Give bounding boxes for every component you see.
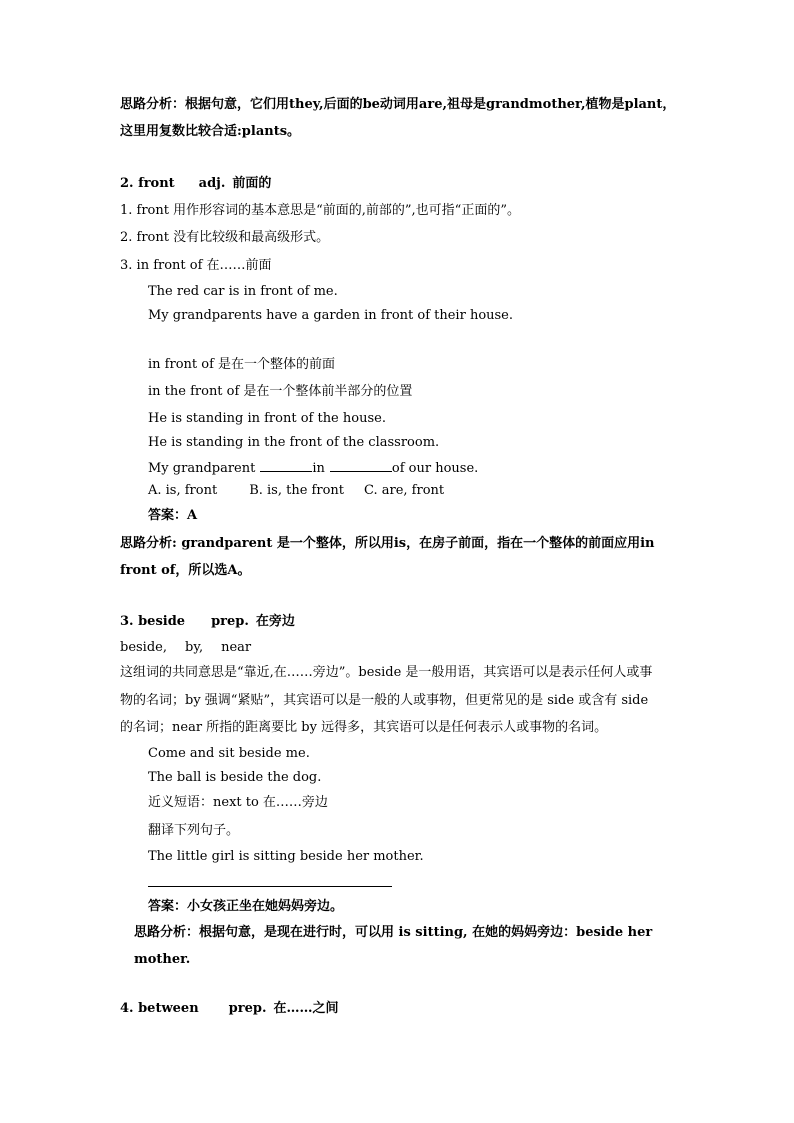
option-c: C. are, front <box>364 483 445 498</box>
heading-pos: adj. <box>198 176 226 191</box>
paragraph-line: 物的名词；by 强调“紧贴”，其宾语可以是一般的人或事物，但更常见的是 side 或含有 side <box>120 693 649 708</box>
analysis-text: 思路分析：根据句意，它们用they,后面的be动词用are,祖母是grandmother,植物是plant， <box>120 97 676 112</box>
analysis-text: 这里用复数比较合适:plants。 <box>120 124 301 139</box>
heading-word: 4. between <box>120 1001 199 1016</box>
example-sentence: Come and sit beside me. <box>148 746 310 761</box>
word-group: beside, by, near <box>120 640 252 655</box>
example-sentence: He is standing in the front of the classroom. <box>148 435 440 450</box>
heading-pos: prep. <box>211 614 249 629</box>
synonym-note: 近义短语：next to 在……旁边 <box>148 795 328 810</box>
heading-meaning: 前面的 <box>232 176 272 191</box>
heading-pos: prep. <box>228 1001 267 1016</box>
example-sentence: The ball is beside the dog. <box>148 770 322 785</box>
example-sentence: The red car is in front of me. <box>148 284 338 299</box>
analysis-text: front of，所以选A。 <box>120 563 251 578</box>
heading-word: 3. beside <box>120 614 186 629</box>
example-sentence: He is standing in front of the house. <box>148 411 386 426</box>
analysis-text: 思路分析: grandparent 是一个整体，所以用is，在房子前面，指在一个整体的前面应用in <box>120 536 655 551</box>
analysis-text: 思路分析：根据句意，是现在进行时，可以用 is sitting, 在她的妈妈旁边：beside her <box>134 925 653 940</box>
task-instruction: 翻译下列句子。 <box>148 823 240 838</box>
usage-note: in front of 是在一个整体的前面 <box>148 357 336 372</box>
usage-note: in the front of 是在一个整体前半部分的位置 <box>148 384 413 399</box>
example-sentence: My grandparents have a garden in front of their house. <box>148 308 514 323</box>
answer-blank <box>260 458 312 472</box>
option-a: A. is, front <box>148 483 218 498</box>
example-sentence: The little girl is sitting beside her mother. <box>148 849 424 864</box>
answer-options <box>148 482 444 500</box>
analysis-text: mother. <box>134 952 191 967</box>
paragraph-line: 的名词；near 所指的距离要比 by 远得多，其宾语可以是任何表示人或事物的名词。 <box>120 720 608 735</box>
answer-blank <box>330 458 392 472</box>
answer-text: 答案：小女孩正坐在她妈妈旁边。 <box>148 899 344 914</box>
heading-word: 2. front <box>120 176 175 191</box>
option-b: B. is, the front <box>249 483 344 498</box>
answer-line <box>148 886 392 887</box>
point: 3. in front of 在……前面 <box>120 258 272 273</box>
section-heading-front <box>120 175 271 193</box>
heading-meaning: 在……之间 <box>273 1001 339 1016</box>
point: 2. front 没有比较级和最高级形式。 <box>120 230 330 245</box>
section-heading-beside <box>120 613 295 631</box>
heading-meaning: 在旁边 <box>255 614 295 629</box>
section-heading-between <box>120 1000 339 1018</box>
fill-blank-question: My grandparent in of our house. <box>148 458 478 478</box>
paragraph-line: 这组词的共同意思是“靠近,在……旁边”。beside 是一般用语，其宾语可以是表示任何人或事 <box>120 665 653 680</box>
answer-text: 答案：A <box>148 508 198 523</box>
point: 1. front 用作形容词的基本意思是“前面的,前部的”,也可指“正面的”。 <box>120 203 520 218</box>
